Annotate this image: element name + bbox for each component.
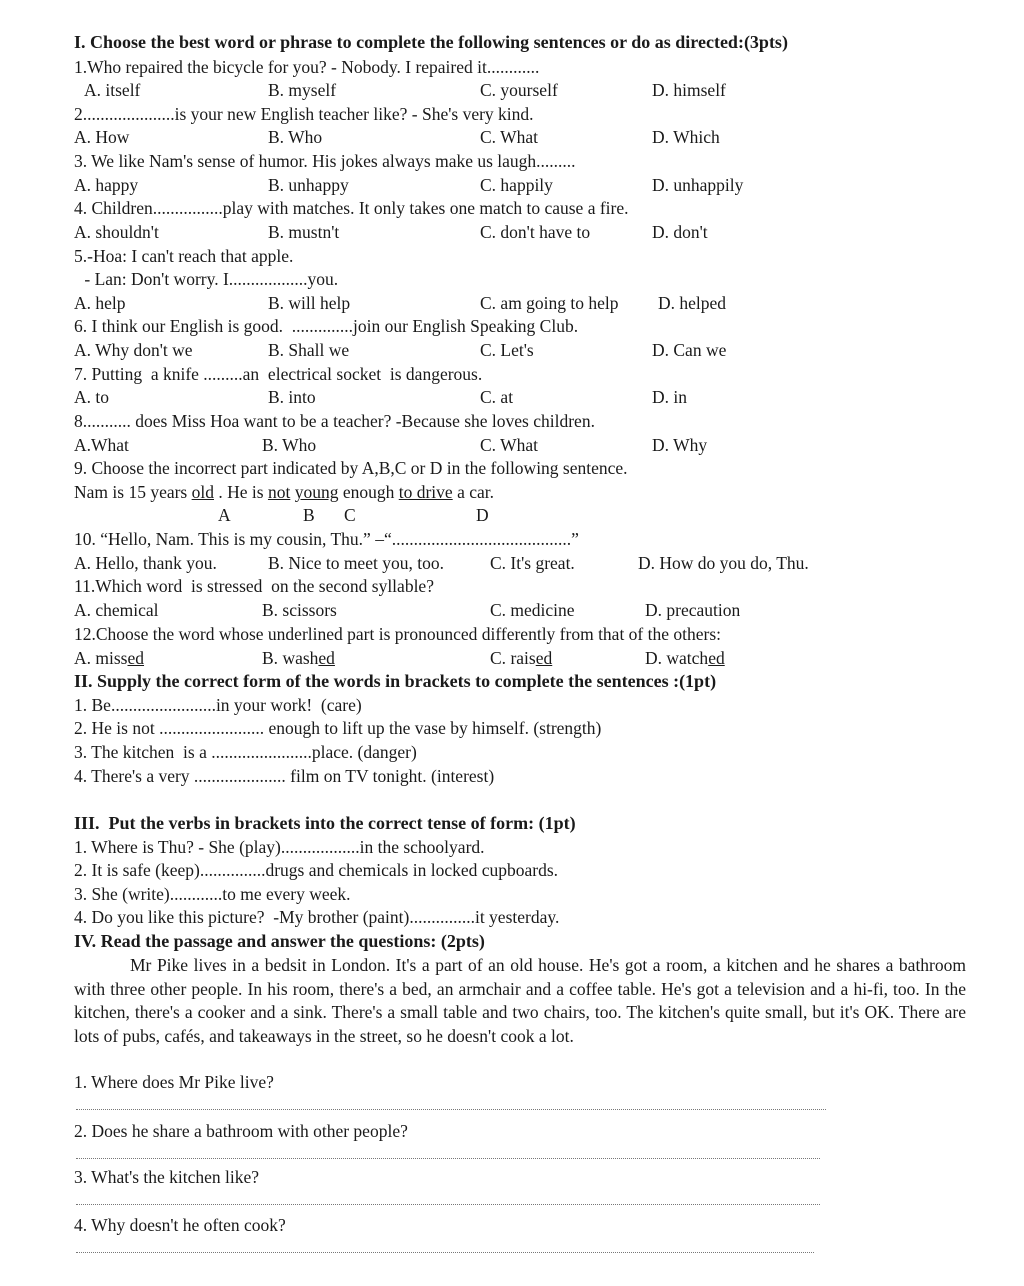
question-6-stem: 6. I think our English is good. ..............join our English Speaking Club. [74, 316, 579, 336]
q2-option-c: C. What [480, 127, 539, 147]
section-3-heading: III. Put the verbs in brackets into the correct tense of form: (1pt) [74, 813, 576, 833]
question-8-stem: 8........... does Miss Hoa want to be a teacher? -Because she loves children. [74, 411, 595, 431]
question-4-stem: 4. Children................play with matches. It only takes one match to cause a fire. [74, 198, 629, 218]
question-12-stem: 12.Choose the word whose underlined part is pronounced differently from that of the others: [74, 624, 722, 644]
section-3-item-1: 1. Where is Thu? - She (play)..................in the schoolyard. [74, 837, 485, 857]
q2-option-d: D. Which [652, 127, 720, 147]
q8-option-c: C. What [480, 435, 539, 455]
q3-option-c: C. happily [480, 175, 553, 195]
q3-option-d: D. unhappily [652, 175, 744, 195]
question-9-stem: 9. Choose the incorrect part indicated by A,B,C or D in the following sentence. [74, 458, 628, 478]
section-2-item-2: 2. He is not ........................ enough to lift up the vase by himself. (strength) [74, 718, 602, 738]
q4-option-d: D. don't [652, 222, 708, 242]
question-2-stem: 2.....................is your new English teacher like? - She's very kind. [74, 104, 534, 124]
q2-option-a: A. How [74, 127, 130, 147]
section-2-item-3: 3. The kitchen is a .......................place. (danger) [74, 742, 417, 762]
q7-option-b: B. into [268, 387, 316, 407]
section-3-item-4: 4. Do you like this picture? -My brother (paint)...............it yesterday. [74, 907, 560, 927]
q11-option-c: C. medicine [490, 600, 575, 620]
q1-option-a: A. itself [84, 80, 141, 100]
q4-option-b: B. mustn't [268, 222, 340, 242]
q5-option-a: A. help [74, 293, 126, 313]
q9-letter-c: C [344, 505, 356, 525]
question-11-stem: 11.Which word is stressed on the second syllable? [74, 576, 434, 596]
q6-option-d: D. Can we [652, 340, 727, 360]
question-9-sentence: Nam is 15 years old . He is not young enough to drive a car. [74, 482, 494, 502]
q1-option-c: C. yourself [480, 80, 558, 100]
q11-option-a: A. chemical [74, 600, 159, 620]
q3-option-b: B. unhappy [268, 175, 349, 195]
q4-option-a: A. shouldn't [74, 222, 159, 242]
q10-option-b: B. Nice to meet you, too. [268, 553, 444, 573]
q10-option-a: A. Hello, thank you. [74, 553, 217, 573]
q5-option-c: C. am going to help [480, 293, 619, 313]
q3-option-a: A. happy [74, 175, 139, 195]
q8-option-d: D. Why [652, 435, 708, 455]
q9-letter-a: A [218, 505, 231, 525]
q7-option-d: D. in [652, 387, 687, 407]
section-3-item-3: 3. She (write)............to me every week. [74, 884, 351, 904]
part-d: to drive [398, 482, 453, 502]
section-2-heading: II. Supply the correct form of the words in brackets to complete the sentences :(1pt) [74, 671, 717, 691]
reading-question-1: 1. Where does Mr Pike live? [74, 1072, 274, 1092]
q9-letter-d: D [476, 505, 489, 525]
question-5-stem: 5.-Hoa: I can't reach that apple. [74, 246, 294, 266]
reading-question-2: 2. Does he share a bathroom with other people? [74, 1121, 408, 1141]
q2-option-b: B. Who [268, 127, 323, 147]
q11-option-b: B. scissors [262, 600, 337, 620]
q8-option-b: B. Who [262, 435, 317, 455]
q6-option-b: B. Shall we [268, 340, 350, 360]
q4-option-c: C. don't have to [480, 222, 591, 242]
part-b: not [267, 482, 291, 502]
q7-option-a: A. to [74, 387, 109, 407]
question-3-stem: 3. We like Nam's sense of humor. His jokes always make us laugh......... [74, 151, 576, 171]
q5-option-b: B. will help [268, 293, 351, 313]
q1-option-b: B. myself [268, 80, 337, 100]
q10-option-c: C. It's great. [490, 553, 575, 573]
section-3-item-2: 2. It is safe (keep)...............drugs and chemicals in locked cupboards. [74, 860, 559, 880]
question-10-stem: 10. “Hello, Nam. This is my cousin, Thu.” –“.........................................” [74, 529, 579, 549]
answer-line-2[interactable] [76, 1158, 820, 1159]
q12-option-d: D. watched [645, 648, 725, 668]
part-c: young [294, 482, 339, 502]
q7-option-c: C. at [480, 387, 514, 407]
q6-option-a: A. Why don't we [74, 340, 193, 360]
section-4-heading: IV. Read the passage and answer the questions: (2pts) [74, 931, 485, 951]
answer-line-1[interactable] [76, 1109, 826, 1110]
q10-option-d: D. How do you do, Thu. [638, 553, 809, 573]
q5-option-d: D. helped [658, 293, 727, 313]
answer-line-4[interactable] [76, 1252, 814, 1253]
q6-option-c: C. Let's [480, 340, 534, 360]
answer-line-3[interactable] [76, 1204, 820, 1205]
section-2-item-1: 1. Be........................in your work! (care) [74, 695, 362, 715]
q12-option-b: B. washed [262, 648, 335, 668]
question-1-stem: 1.Who repaired the bicycle for you? - Nobody. I repaired it............ [74, 57, 540, 77]
question-5-stem-line2: - Lan: Don't worry. I..................you. [80, 269, 339, 289]
q9-letter-b: B [303, 505, 315, 525]
q12-option-c: C. raised [490, 648, 553, 668]
section-1-heading: I. Choose the best word or phrase to complete the following sentences or do as directed:(3pts) [74, 32, 788, 52]
q8-option-a: A.What [74, 435, 129, 455]
reading-question-4: 4. Why doesn't he often cook? [74, 1215, 286, 1235]
q12-option-a: A. missed [74, 648, 145, 668]
reading-passage: Mr Pike lives in a bedsit in London. It's a part of an old house. He's got a room, a kitchen and he shares a bathroom with three other people. In his room, there's a bed, an armchair and a coffee table. He's got a television and a hi-fi, too. In the kitchen, there's a cooker and a sink. There's a small table and two chairs, too. The kitchen's quite small, but it's OK. There are lots of pubs, cafés, and takeaways in the street, so he doesn't cook a lot. [74, 955, 966, 1046]
reading-question-3: 3. What's the kitchen like? [74, 1167, 260, 1187]
question-7-stem: 7. Putting a knife .........an electrical socket is dangerous. [74, 364, 483, 384]
section-2-item-4: 4. There's a very ..................... film on TV tonight. (interest) [74, 766, 495, 786]
q1-option-d: D. himself [652, 80, 726, 100]
part-a: old [191, 482, 214, 502]
q11-option-d: D. precaution [645, 600, 741, 620]
